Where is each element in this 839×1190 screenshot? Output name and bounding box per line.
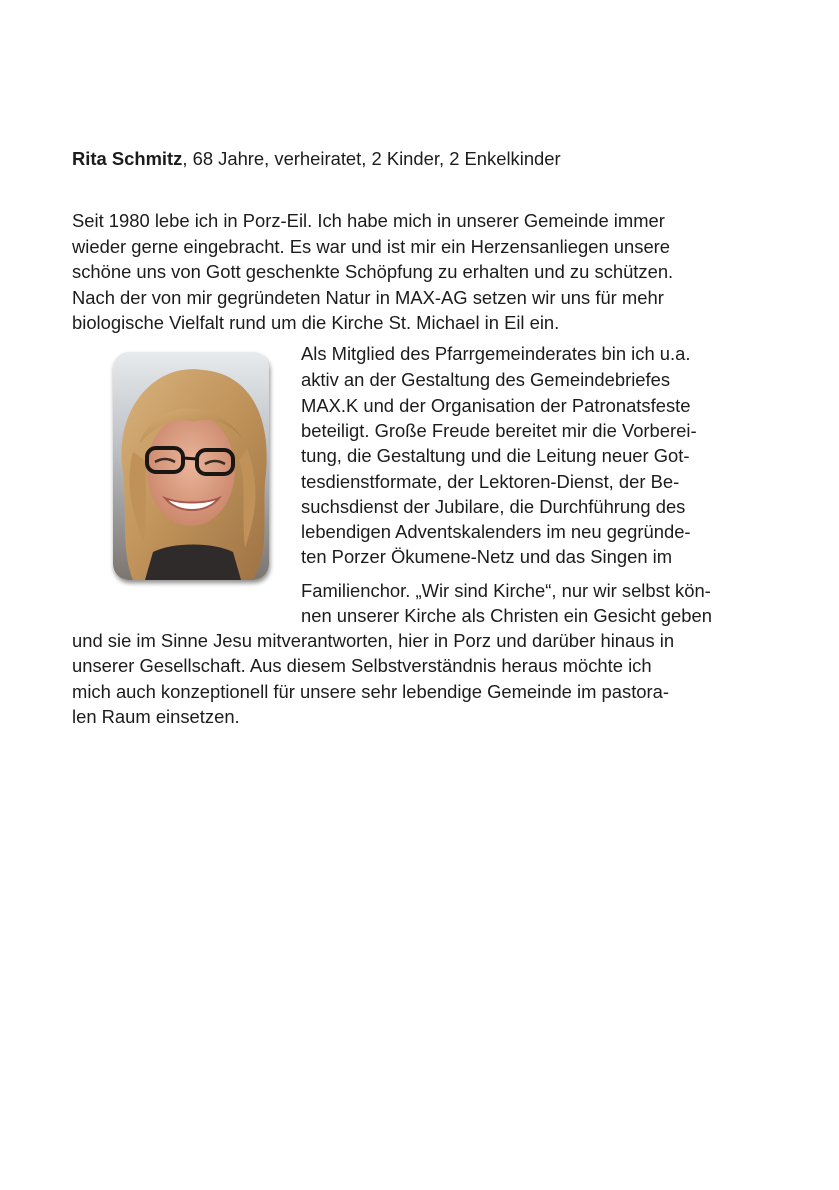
paragraph-line: beteiligt. Große Freude bereitet mir die Vorberei- xyxy=(301,420,697,441)
candidate-details: , 68 Jahre, verheiratet, 2 Kinder, 2 Enkelkinder xyxy=(182,148,561,169)
paragraph-line: und sie im Sinne Jesu mitverantworten, hier in Porz und darüber hinaus in xyxy=(72,630,675,651)
paragraph-line: mich auch konzeptionell für unsere sehr lebendige Gemeinde im pastora- xyxy=(72,681,670,702)
paragraph-line: Familienchor. „Wir sind Kirche“, nur wir selbst kön- xyxy=(301,580,711,601)
portrait-photo-icon xyxy=(113,352,269,580)
intro-line xyxy=(72,146,561,172)
paragraph-line: nen unserer Kirche als Christen ein Gesicht geben xyxy=(301,605,712,626)
paragraph-line: lebendigen Adventskalenders im neu gegründe- xyxy=(301,521,691,542)
paragraph-line: aktiv an der Gestaltung des Gemeindebriefes xyxy=(301,369,671,390)
paragraph-line: wieder gerne eingebracht. Es war und ist mir ein Herzensanliegen unsere xyxy=(72,236,671,257)
paragraph-line: Seit 1980 lebe ich in Porz-Eil. Ich habe mich in unserer Gemeinde immer xyxy=(72,210,665,231)
paragraph-line: tung, die Gestaltung und die Leitung neuer Got- xyxy=(301,445,690,466)
portrait-photo xyxy=(113,352,269,580)
paragraph-line: schöne uns von Gott geschenkte Schöpfung zu erhalten und zu schützen. xyxy=(72,261,674,282)
paragraph-line: MAX.K und der Organisation der Patronatsfeste xyxy=(301,395,691,416)
paragraph-line: biologische Vielfalt rund um die Kirche St. Michael in Eil ein. xyxy=(72,312,560,333)
paragraph-line: Als Mitglied des Pfarrgemeinderates bin ich u.a. xyxy=(301,343,691,364)
paragraph-line: len Raum einsetzen. xyxy=(72,706,240,727)
candidate-name: Rita Schmitz xyxy=(72,148,183,169)
paragraph-line: ten Porzer Ökumene-Netz und das Singen im xyxy=(301,546,673,567)
paragraph-line: Nach der von mir gegründeten Natur in MAX-AG setzen wir uns für mehr xyxy=(72,287,664,308)
paragraph-line: unserer Gesellschaft. Aus diesem Selbstverständnis heraus möchte ich xyxy=(72,655,652,676)
paragraph-line: tesdienstformate, der Lektoren-Dienst, der Be- xyxy=(301,471,680,492)
paragraph-line: suchsdienst der Jubilare, die Durchführung des xyxy=(301,496,686,517)
